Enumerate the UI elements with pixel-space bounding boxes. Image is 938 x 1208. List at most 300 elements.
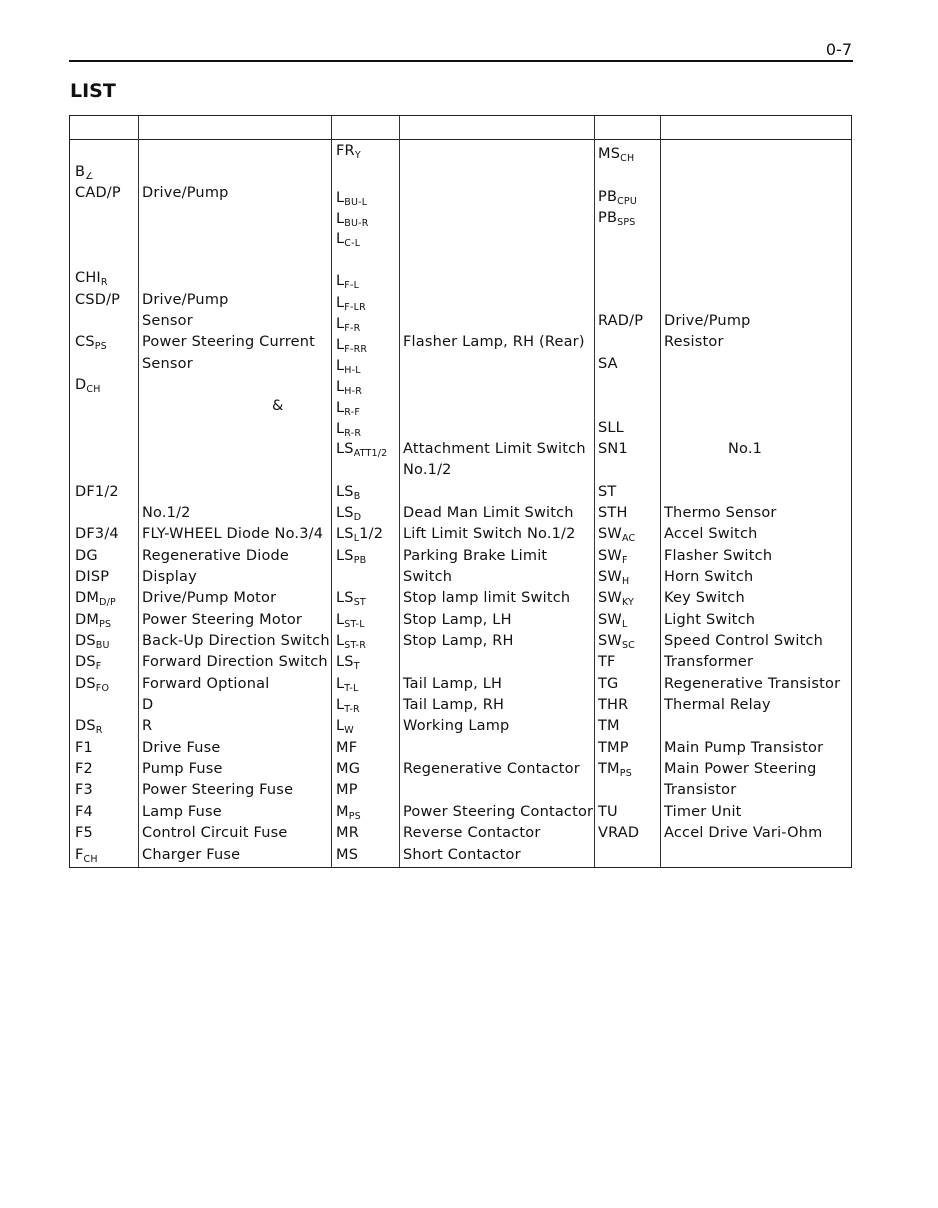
cell-text: Dead Man Limit Switch xyxy=(403,505,574,521)
table-cell xyxy=(336,357,361,375)
table-cell xyxy=(142,632,330,650)
cell-text: Tail Lamp, RH xyxy=(403,697,505,713)
column-divider xyxy=(331,116,332,867)
cell-text: Stop lamp limit Switch xyxy=(403,590,571,606)
cell-subscript: W xyxy=(344,725,354,736)
cell-subscript: D xyxy=(353,512,362,523)
cell-text: D xyxy=(142,697,154,713)
table-cell xyxy=(403,611,512,629)
cell-text: Short Contactor xyxy=(403,847,521,863)
table-cell xyxy=(336,632,366,650)
cell-text: FR xyxy=(336,143,355,159)
cell-text: DS xyxy=(75,676,96,692)
cell-subscript: T xyxy=(353,661,360,672)
cell-text: L xyxy=(336,273,345,289)
table-cell xyxy=(336,803,361,821)
table-cell xyxy=(336,824,359,842)
cell-text: Timer Unit xyxy=(664,804,742,820)
cell-subscript: F-LR xyxy=(344,302,366,313)
table-cell xyxy=(664,589,745,607)
cell-text: SA xyxy=(598,356,618,372)
cell-text: L xyxy=(336,676,345,692)
table-cell xyxy=(75,163,94,181)
cell-text: & xyxy=(272,398,284,414)
cell-text: L xyxy=(336,379,345,395)
table-cell xyxy=(403,440,586,458)
cell-text: F5 xyxy=(75,825,93,841)
cell-text: MG xyxy=(336,761,361,777)
table-cell xyxy=(336,547,366,565)
cell-text: LS xyxy=(336,548,354,564)
table-cell xyxy=(598,717,620,735)
cell-subscript: PS xyxy=(99,619,112,630)
table-cell xyxy=(336,504,361,522)
cell-text: F xyxy=(75,847,84,863)
cell-text: Transistor xyxy=(664,782,737,798)
cell-text: DS xyxy=(75,633,96,649)
table-cell xyxy=(598,589,634,607)
column-divider xyxy=(594,116,595,867)
cell-text: TM xyxy=(598,718,620,734)
table-cell xyxy=(142,846,240,864)
table-cell xyxy=(598,568,629,586)
table-cell xyxy=(598,525,635,543)
table-cell xyxy=(598,312,643,330)
cell-subscript: R xyxy=(95,725,103,736)
cell-subscript: B xyxy=(353,491,361,502)
table-cell xyxy=(336,846,358,864)
cell-text: No.1 xyxy=(728,441,763,457)
cell-text: DS xyxy=(75,654,96,670)
cell-text: TM xyxy=(598,761,620,777)
table-cell xyxy=(403,589,570,607)
cell-subscript: AC xyxy=(621,533,636,544)
cell-subscript: T-R xyxy=(344,704,360,715)
cell-text: F2 xyxy=(75,761,93,777)
table-cell xyxy=(598,653,616,671)
cell-text: LS xyxy=(336,441,354,457)
cell-text: RAD/P xyxy=(598,313,644,329)
cell-subscript: KY xyxy=(621,597,635,608)
cell-subscript: BU xyxy=(95,640,110,651)
cell-text: PB xyxy=(598,189,618,205)
table-cell xyxy=(664,333,724,351)
cell-text: DM xyxy=(75,590,100,606)
table-cell xyxy=(142,611,302,629)
cell-text: LS xyxy=(336,484,354,500)
cell-text: Attachment Limit Switch xyxy=(403,441,586,457)
cell-text: LS xyxy=(336,526,354,542)
cell-text: L xyxy=(336,633,345,649)
table-cell xyxy=(336,760,360,778)
cell-text-suffix: 1/2 xyxy=(359,526,384,542)
table-cell xyxy=(664,760,817,778)
cell-subscript: H-L xyxy=(344,365,361,376)
table-cell xyxy=(336,272,359,290)
cell-text: DS xyxy=(75,718,96,734)
cell-text: Power Steering Motor xyxy=(142,612,303,628)
table-cell xyxy=(75,611,111,629)
cell-text: Stop Lamp, LH xyxy=(403,612,512,628)
cell-text: Pump Fuse xyxy=(142,761,223,777)
table-cell xyxy=(403,846,521,864)
table-cell xyxy=(75,568,109,586)
cell-subscript: L xyxy=(353,533,360,544)
table-cell xyxy=(142,525,323,543)
table-cell xyxy=(75,547,98,565)
table-cell xyxy=(75,803,93,821)
cell-subscript: H-R xyxy=(344,386,363,397)
table-cell xyxy=(336,420,361,438)
cell-subscript: R-R xyxy=(344,428,362,439)
cell-text: Flasher Switch xyxy=(664,548,773,564)
table-cell xyxy=(75,333,107,351)
cell-subscript: PB xyxy=(353,555,367,566)
table-cell xyxy=(142,739,220,757)
cell-text: DF1/2 xyxy=(75,484,119,500)
cell-text: L xyxy=(336,316,345,332)
cell-text: Stop Lamp, RH xyxy=(403,633,514,649)
cell-text: Thermal Relay xyxy=(664,697,771,713)
cell-subscript: PS xyxy=(348,811,361,822)
cell-text: ST xyxy=(598,484,617,500)
cell-text: Horn Switch xyxy=(664,569,754,585)
cell-subscript: BU-R xyxy=(344,218,369,229)
cell-text: Light Switch xyxy=(664,612,756,628)
cell-subscript: ST-L xyxy=(344,619,365,630)
cell-subscript: FO xyxy=(95,683,110,694)
cell-text: No.1/2 xyxy=(403,462,452,478)
table-cell xyxy=(336,440,387,458)
cell-subscript: Y xyxy=(354,150,361,161)
cell-text: Accel Switch xyxy=(664,526,758,542)
table-cell xyxy=(598,824,639,842)
cell-text: THR xyxy=(598,697,629,713)
table-cell xyxy=(403,525,576,543)
table-cell xyxy=(403,632,514,650)
table-cell xyxy=(142,760,223,778)
cell-text: SN1 xyxy=(598,441,628,457)
table-cell xyxy=(75,846,98,864)
cell-subscript: PS xyxy=(94,341,107,352)
cell-text: Regenerative Diode xyxy=(142,548,290,564)
cell-subscript: F-L xyxy=(344,280,360,291)
table-cell xyxy=(336,189,367,207)
table-cell xyxy=(142,781,293,799)
cell-subscript: CH xyxy=(620,153,635,164)
column-divider xyxy=(138,116,139,867)
table-cell xyxy=(403,675,502,693)
table-cell xyxy=(336,696,360,714)
cell-subscript: F-RR xyxy=(344,344,368,355)
table-cell xyxy=(664,504,777,522)
header-rule xyxy=(69,60,853,62)
abbreviation-table xyxy=(69,115,852,868)
table-cell xyxy=(664,611,755,629)
table-cell xyxy=(142,589,276,607)
cell-text: DG xyxy=(75,548,98,564)
table-cell xyxy=(598,419,624,437)
table-cell xyxy=(142,675,269,693)
cell-text: L xyxy=(336,190,345,206)
cell-text: TF xyxy=(598,654,616,670)
table-cell xyxy=(142,355,193,373)
cell-text: Drive Fuse xyxy=(142,740,221,756)
table-cell xyxy=(336,739,357,757)
cell-text: L xyxy=(336,400,345,416)
cell-text: L xyxy=(336,697,345,713)
table-cell xyxy=(598,675,619,693)
table-cell xyxy=(598,504,628,522)
table-cell xyxy=(598,145,634,163)
cell-text: Control Circuit Fuse xyxy=(142,825,288,841)
column-divider xyxy=(399,116,400,867)
table-cell xyxy=(75,291,120,309)
table-cell xyxy=(142,184,229,202)
table-cell xyxy=(336,399,360,417)
cell-text: L xyxy=(336,211,345,227)
table-cell xyxy=(664,653,753,671)
table-cell xyxy=(272,397,284,415)
cell-text: L xyxy=(336,295,345,311)
cell-text: Regenerative Transistor xyxy=(664,676,841,692)
cell-text: CAD/P xyxy=(75,185,121,201)
cell-text: Drive/Pump xyxy=(142,292,229,308)
cell-text: No.1/2 xyxy=(142,505,191,521)
table-cell xyxy=(142,824,288,842)
cell-text: L xyxy=(336,231,345,247)
cell-subscript: CPU xyxy=(617,196,638,207)
table-cell xyxy=(598,803,618,821)
table-cell xyxy=(75,675,109,693)
cell-text: Charger Fuse xyxy=(142,847,241,863)
table-cell xyxy=(142,333,315,351)
table-cell xyxy=(598,696,628,714)
cell-text: R xyxy=(142,718,153,734)
cell-text: SW xyxy=(598,526,622,542)
cell-text: Main Power Steering xyxy=(664,761,817,777)
table-cell xyxy=(75,760,93,778)
table-cell xyxy=(75,824,93,842)
cell-text: STH xyxy=(598,505,628,521)
cell-subscript: ATT1/2 xyxy=(353,448,388,459)
cell-subscript: F xyxy=(621,555,628,566)
cell-subscript: ST-R xyxy=(344,640,367,651)
cell-text: TG xyxy=(598,676,619,692)
table-cell xyxy=(403,803,593,821)
cell-text: MS xyxy=(598,146,621,162)
table-cell xyxy=(336,717,354,735)
cell-text: Reverse Contactor xyxy=(403,825,541,841)
table-cell xyxy=(728,440,762,458)
cell-subscript: R xyxy=(100,277,108,288)
table-cell xyxy=(664,632,823,650)
cell-text: L xyxy=(336,337,345,353)
table-cell xyxy=(336,142,361,160)
page-number: 0-7 xyxy=(825,40,852,59)
table-cell xyxy=(598,739,629,757)
table-cell xyxy=(664,547,772,565)
table-cell xyxy=(142,803,222,821)
cell-text: F4 xyxy=(75,804,93,820)
cell-subscript: D/P xyxy=(99,597,116,608)
cell-text: Speed Control Switch xyxy=(664,633,824,649)
cell-text: SW xyxy=(598,612,622,628)
cell-text: Drive/Pump xyxy=(664,313,751,329)
cell-subscript: SPS xyxy=(617,217,636,228)
cell-text: L xyxy=(336,718,345,734)
table-cell xyxy=(142,717,152,735)
cell-text: Flasher Lamp, RH (Rear) xyxy=(403,334,585,350)
cell-text: MS xyxy=(336,847,359,863)
cell-text: L xyxy=(336,358,345,374)
table-cell xyxy=(403,547,547,565)
cell-text: Sensor xyxy=(142,313,193,329)
table-cell xyxy=(664,568,753,586)
table-cell xyxy=(336,230,360,248)
cell-text: Display xyxy=(142,569,197,585)
cell-text: D xyxy=(75,377,87,393)
table-cell xyxy=(598,547,628,565)
table-cell xyxy=(142,696,153,714)
table-cell xyxy=(336,483,360,501)
cell-text: Back-Up Direction Switch xyxy=(142,633,330,649)
cell-text: B xyxy=(75,164,86,180)
cell-text: Power Steering Fuse xyxy=(142,782,294,798)
cell-text: SW xyxy=(598,548,622,564)
table-cell xyxy=(664,696,771,714)
cell-text: M xyxy=(336,804,349,820)
cell-text: Working Lamp xyxy=(403,718,510,734)
table-cell xyxy=(403,568,452,586)
cell-text: Switch xyxy=(403,569,453,585)
table-cell xyxy=(598,188,637,206)
cell-subscript: CH xyxy=(83,854,98,865)
cell-text: Accel Drive Vari-Ohm xyxy=(664,825,823,841)
cell-text: CHI xyxy=(75,270,101,286)
cell-text: Sensor xyxy=(142,356,193,372)
table-cell xyxy=(75,653,101,671)
table-cell xyxy=(142,504,191,522)
cell-text: Forward Optional xyxy=(142,676,270,692)
table-cell xyxy=(142,568,197,586)
table-cell xyxy=(598,355,618,373)
table-cell xyxy=(142,291,229,309)
table-cell xyxy=(75,525,119,543)
cell-subscript: ∠ xyxy=(85,171,94,182)
table-header-divider xyxy=(70,139,851,140)
cell-text: SLL xyxy=(598,420,624,436)
cell-text: F1 xyxy=(75,740,93,756)
table-cell xyxy=(336,675,359,693)
table-cell xyxy=(336,378,362,396)
cell-text: VRAD xyxy=(598,825,640,841)
table-cell xyxy=(403,696,504,714)
cell-subscript: T-L xyxy=(344,683,359,694)
cell-text: Transformer xyxy=(664,654,754,670)
cell-text: Drive/Pump xyxy=(142,185,229,201)
table-cell xyxy=(75,483,119,501)
table-cell xyxy=(664,525,758,543)
table-cell xyxy=(142,547,289,565)
table-cell xyxy=(75,739,93,757)
cell-subscript: BU-L xyxy=(344,197,368,208)
cell-text: Power Steering Current xyxy=(142,334,316,350)
table-cell xyxy=(336,525,383,543)
table-cell xyxy=(336,781,358,799)
table-cell xyxy=(598,632,635,650)
table-cell xyxy=(403,504,574,522)
cell-text: MF xyxy=(336,740,358,756)
cell-text: L xyxy=(336,612,345,628)
table-cell xyxy=(142,653,328,671)
table-cell xyxy=(336,611,365,629)
table-cell xyxy=(598,483,616,501)
table-cell xyxy=(336,336,367,354)
cell-text: FLY-WHEEL Diode No.3/4 xyxy=(142,526,324,542)
cell-text: Main Pump Transistor xyxy=(664,740,824,756)
table-cell xyxy=(598,209,635,227)
cell-subscript: ST xyxy=(353,597,366,608)
cell-text: Drive/Pump Motor xyxy=(142,590,277,606)
table-cell xyxy=(336,294,366,312)
cell-text: Lamp Fuse xyxy=(142,804,222,820)
cell-subscript: SC xyxy=(621,640,636,651)
cell-text: LS xyxy=(336,505,354,521)
table-cell xyxy=(75,717,103,735)
cell-text: DF3/4 xyxy=(75,526,119,542)
cell-text: SW xyxy=(598,633,622,649)
table-cell xyxy=(75,184,121,202)
cell-text: Forward Direction Switch xyxy=(142,654,328,670)
cell-subscript: F xyxy=(95,661,102,672)
column-divider xyxy=(660,116,661,867)
table-cell xyxy=(598,440,628,458)
cell-subscript: R-F xyxy=(344,407,360,418)
cell-subscript: F-R xyxy=(344,323,361,334)
cell-text: Key Switch xyxy=(664,590,745,606)
table-cell xyxy=(142,312,193,330)
cell-text: Regenerative Contactor xyxy=(403,761,580,777)
table-cell xyxy=(403,717,509,735)
cell-text: TU xyxy=(598,804,618,820)
cell-text: MP xyxy=(336,782,358,798)
table-cell xyxy=(336,315,360,333)
cell-text: L xyxy=(336,421,345,437)
cell-text: Thermo Sensor xyxy=(664,505,777,521)
table-cell xyxy=(403,760,580,778)
table-cell xyxy=(598,611,627,629)
table-cell xyxy=(75,269,108,287)
cell-subscript: H xyxy=(621,576,630,587)
cell-text: SW xyxy=(598,569,622,585)
table-cell xyxy=(664,781,736,799)
cell-subscript: L xyxy=(621,619,628,630)
cell-subscript: PS xyxy=(619,768,632,779)
table-cell xyxy=(598,760,632,778)
cell-text: Resistor xyxy=(664,334,724,350)
table-cell xyxy=(336,210,369,228)
table-cell xyxy=(75,781,93,799)
table-cell xyxy=(664,675,840,693)
table-cell xyxy=(403,824,541,842)
cell-text: Parking Brake Limit xyxy=(403,548,548,564)
cell-text: DISP xyxy=(75,569,110,585)
table-cell xyxy=(75,632,110,650)
table-cell xyxy=(664,739,823,757)
cell-text: Tail Lamp, LH xyxy=(403,676,503,692)
table-cell xyxy=(336,653,360,671)
